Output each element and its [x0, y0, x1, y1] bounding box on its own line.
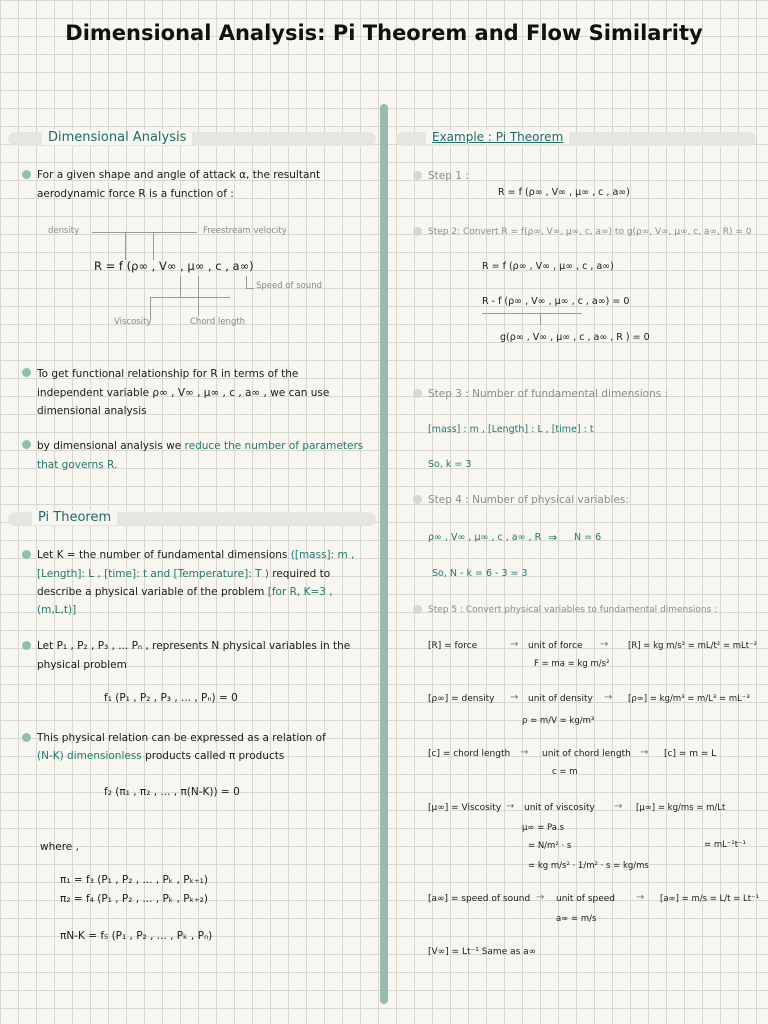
bullet-text-line: independent variable ρ∞ , V∞ , μ∞ , c , a∞ , we can use [37, 387, 330, 399]
step2-equation-1: R = f (ρ∞ , V∞ , μ∞ , c , a∞) [482, 261, 614, 272]
arrow-icon: → [510, 692, 519, 703]
arrow-icon: → [520, 747, 529, 758]
text: Let P₁ , P₂ , P₃ , ... Pₙ , represents N physical variables in the [37, 640, 351, 652]
text: describe a physical variable of the problem [37, 586, 265, 598]
bullet-icon [413, 605, 422, 614]
pi-2-equation: π₂ = f₄ (P₁ , P₂ , ... , Pₖ , Pₖ₊₂) [60, 893, 208, 905]
force-unit: unit of force [528, 641, 583, 651]
highlight-text: reduce the number of parameters [184, 440, 364, 452]
viscosity-unit-detail: = N/m² · s [528, 841, 572, 851]
sound-lhs: [a∞] = speed of sound [428, 894, 531, 904]
highlight-text: (N-K) dimensionless [37, 750, 142, 762]
text: products called π products [145, 750, 285, 762]
bullet-text: For a given shape and angle of attack α, the resultant aerodynamic force R is a function of : [37, 169, 321, 200]
column-divider [380, 104, 388, 1004]
bullet-icon [413, 227, 422, 236]
pi-1-equation: π₁ = f₃ (P₁ , P₂ , ... , Pₖ , Pₖ₊₁) [60, 874, 208, 886]
step-label: Step 3 : Number of fundamental dimensions : [428, 388, 669, 400]
arrow-icon: → [510, 639, 519, 650]
text: required to [272, 568, 331, 580]
viscosity-unit-detail: = kg m/s² · 1/m² · s = kg/ms [528, 861, 649, 871]
sound-unit-detail: a∞ = m/s [556, 914, 597, 924]
bullet-icon [22, 170, 31, 179]
chord-rhs: [c] = m = L [664, 749, 717, 759]
chord-lhs: [c] = chord length [428, 749, 511, 759]
chord-unit: unit of chord length [542, 749, 631, 759]
step-label: Step 5 : Convert physical variables to fundamental dimensions : [428, 605, 718, 615]
step-label: Step 1 : [428, 170, 469, 182]
highlight-text: (m,L,t)] [37, 604, 77, 616]
annotation-line [198, 276, 199, 316]
bullet-icon [413, 389, 422, 398]
step-label: Step 4 : Number of physical variables: [428, 494, 629, 506]
arrow-icon: → [536, 892, 545, 903]
step3-dimensions: [mass] : m , [Length] : L , [time] : t [428, 424, 594, 435]
bullet-icon [22, 440, 31, 449]
velocity-row: [V∞] = Lt⁻¹ Same as a∞ [428, 947, 537, 957]
bullet-icon [22, 368, 31, 377]
step4-variables: ρ∞ , V∞ , μ∞ , c , a∞ , R [428, 532, 542, 543]
annotation-line [482, 313, 582, 314]
bullet-icon [22, 550, 31, 559]
pi-theorem-heading: Pi Theorem [32, 510, 117, 525]
page-title: Dimensional Analysis: Pi Theorem and Flow Similarity [65, 21, 703, 45]
step-label: Step 2: Convert R = f(ρ∞, V∞, μ∞, c, a∞) to g(ρ∞, V∞, μ∞, c, a∞, R) = 0 [428, 227, 752, 237]
pi-relation-equation: f₂ (π₁ , π₂ , ... , π(N-K)) = 0 [104, 786, 240, 798]
bullet-icon [413, 171, 422, 180]
viscosity-rhs: [μ∞] = kg/ms = m/Lt [636, 803, 726, 813]
label-chord-length: Chord length [190, 317, 246, 327]
step1-equation: R = f (ρ∞ , V∞ , μ∞ , c , a∞) [498, 187, 630, 198]
arrow-icon: → [600, 639, 609, 650]
label-freestream: Freestream velocity [203, 226, 287, 236]
highlight-text: [Length]: L , [time]: t and [Temperature]: T ) [37, 568, 269, 580]
force-rhs: [R] = kg m/s² = mL/t² = mLt⁻² [628, 641, 757, 651]
example-heading: Example : Pi Theorem [426, 130, 569, 144]
step4-n: N = 6 [574, 532, 602, 543]
density-lhs: [ρ∞] = density [428, 694, 495, 704]
annotation-line [246, 288, 254, 289]
text: Let K = the number of fundamental dimensions [37, 549, 288, 561]
arrow-icon: → [614, 801, 623, 812]
arrow-icon: → [506, 801, 515, 812]
highlight-text: [for R, K=3 , [267, 586, 333, 598]
density-rhs: [ρ∞] = kg/m³ = m/L³ = mL⁻³ [628, 694, 750, 704]
bullet-text-line: dimensional analysis [37, 405, 147, 417]
bullet-icon [413, 495, 422, 504]
bullet-text: by dimensional analysis we [37, 440, 182, 452]
force-equation: R = f (ρ∞ , V∞ , μ∞ , c , a∞) [94, 259, 254, 273]
arrow-icon: → [636, 892, 645, 903]
label-density: density [48, 226, 80, 236]
density-unit: unit of density [528, 694, 593, 704]
pi-n-equation: πN-K = f₅ (P₁ , P₂ , ... , Pₖ , Pₙ) [60, 930, 213, 942]
density-unit-detail: ρ = m/V = kg/m³ [522, 716, 595, 726]
chord-unit-detail: c = m [552, 767, 578, 777]
viscosity-rhs-2: = mL⁻¹t⁻¹ [704, 840, 746, 850]
annotation-line [125, 232, 126, 260]
where-label: where , [40, 841, 79, 853]
arrow-icon: → [640, 747, 649, 758]
force-lhs: [R] = force [428, 641, 478, 651]
sound-rhs: [a∞] = m/s = L/t = Lt⁻¹ [660, 894, 759, 904]
bullet-text-line: To get functional relationship for R in terms of the [37, 368, 299, 380]
viscosity-unit: unit of viscosity [524, 803, 595, 813]
force-unit-detail: F = ma = kg m/s² [534, 659, 610, 669]
annotation-line [246, 276, 247, 288]
text: physical problem [37, 659, 127, 671]
annotation-line [92, 232, 197, 233]
annotation-line [540, 313, 541, 325]
bullet-icon [22, 641, 31, 650]
viscosity-lhs: [μ∞] = Viscosity [428, 803, 502, 813]
highlight-text: that governs R. [37, 459, 118, 471]
annotation-line [150, 297, 230, 298]
annotation-line [180, 276, 181, 298]
highlight-text: ([mass]: m , [290, 549, 355, 561]
label-viscosity: Viscosity [114, 317, 152, 327]
relation-equation: f₁ (P₁ , P₂ , P₃ , ... , Pₙ) = 0 [104, 692, 238, 704]
step3-k: So, k = 3 [428, 459, 472, 470]
label-speed-of-sound: Speed of sound [256, 281, 323, 291]
arrow-icon: → [604, 692, 613, 703]
sound-unit: unit of speed [556, 894, 616, 904]
bullet-icon [22, 733, 31, 742]
step2-equation-3: g(ρ∞ , V∞ , μ∞ , c , a∞ , R ) = 0 [500, 332, 650, 343]
viscosity-unit-detail: μ∞ = Pa.s [522, 823, 565, 833]
annotation-line [150, 297, 151, 319]
implies-arrow: ⇒ [548, 531, 558, 544]
step4-so: So, N - k = 6 - 3 = 3 [432, 568, 528, 579]
step2-equation-2: R - f (ρ∞ , V∞ , μ∞ , c , a∞) = 0 [482, 296, 630, 307]
dimensional-analysis-heading: Dimensional Analysis [42, 130, 192, 145]
annotation-line [153, 232, 154, 260]
text: This physical relation can be expressed as a relation of [37, 732, 326, 744]
